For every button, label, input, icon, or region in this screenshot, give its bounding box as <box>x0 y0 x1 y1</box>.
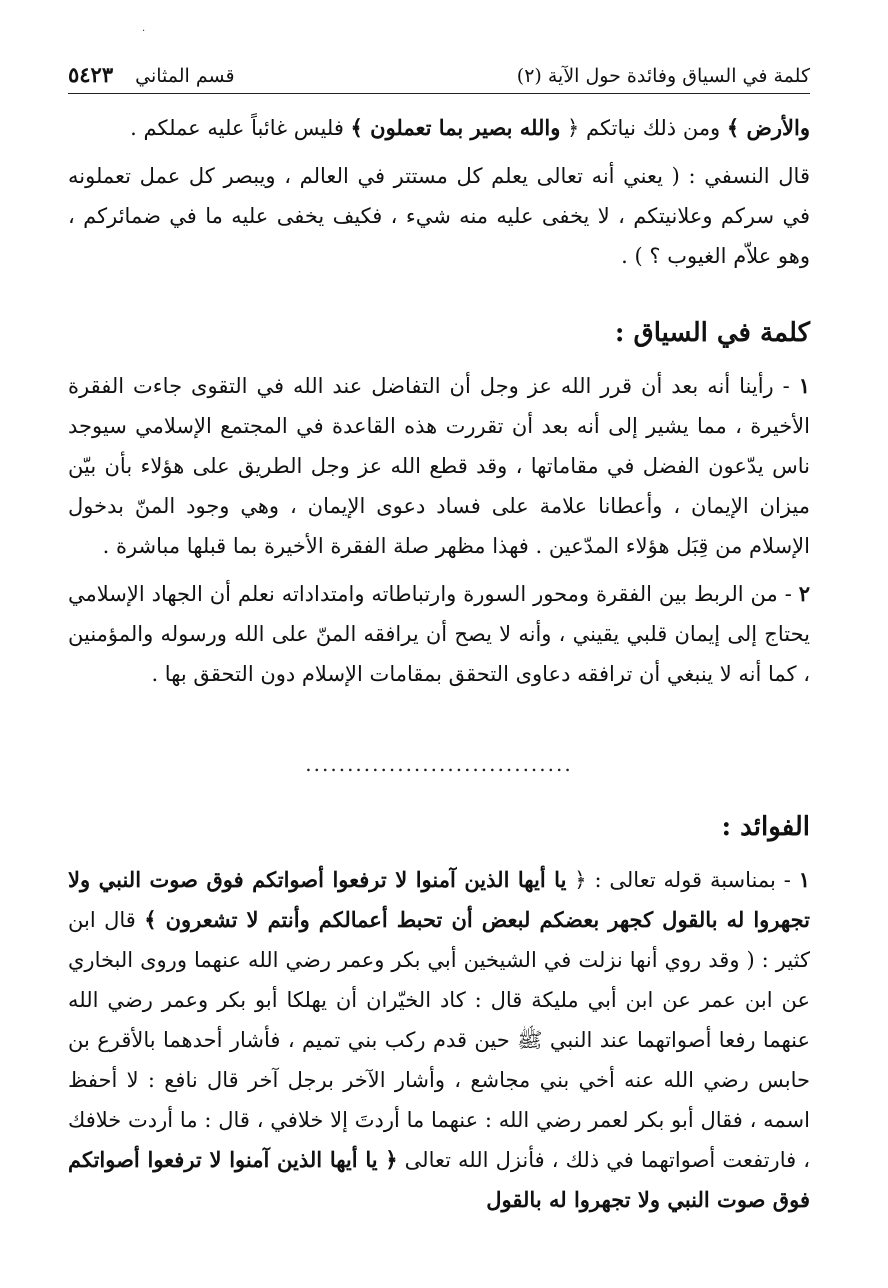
benefits-heading: الفوائد : <box>721 812 810 842</box>
stray-mark: · <box>142 26 146 37</box>
intro-text: ومن ذلك نياتكم ﴿ <box>560 116 727 140</box>
context-item-2 <box>68 574 810 694</box>
item-text: - من الربط بين الفقرة ومحور السورة وارتباطاته وامتداداته نعلم أن الجهاد الإسلامي يحتاج إلى إيمان قلبي يقيني ، وأنه لا يصح أن يرافقه المنّ على الله ورسوله والمؤمنين ، كما أنه لا ينبغي أن ترافقه دعاوى التحقق بمقامات الإسلام دون التحقق بها . <box>68 582 810 686</box>
item-number: ٢ <box>798 581 810 606</box>
context-item-1 <box>68 366 810 566</box>
page <box>68 62 810 1228</box>
quran-quote-continued: ﴿ يا أيها الذين آمنوا لا ترفعوا أصواتكم فوق صوت النبي ولا تجهروا له بالقول <box>68 1147 810 1212</box>
item-intro: - بمناسبة قوله تعالى : ﴿ <box>566 868 799 892</box>
quran-quote: يا أيها الذين آمنوا لا ترفعوا أصواتكم فوق صوت النبي ولا تجهروا له بالقول كجهر بعضكم لبعض أن تحبط أعمالكم وأنتم لا تشعرون ﴾ <box>68 867 810 932</box>
intro-paragraph-1 <box>68 108 810 148</box>
intro-text-end: فليس غائباً عليه عملكم . <box>130 116 351 140</box>
item-number: ١ <box>798 373 810 398</box>
quran-quote: والله بصير بما تعملون ﴾ <box>350 115 561 140</box>
item-number: ١ <box>798 867 810 892</box>
tafsir-text: قال ابن كثير : ( وقد روي أنها نزلت في الشيخين أبي بكر وعمر رضي الله عنهما وروى البخاري عن ابن عمر عن ابن أبي مليكة قال : كاد الخيّران أن يهلكا أبو بكر وعمر رضي الله عنهما رفعا أصواتهما عند النبي ﷺ حين قدم ركب بني تميم ، فأشار أحدهما بالأقرع بن حابس رضي الله عنه أخي بني مجاشع ، وأشار الآخر برجل آخر قال نافع : لا أحفظ اسمه ، فقال أبو بكر لعمر رضي الله : عنهما ما أردتَ إلا خلافي ، قال : ما أردت خلافك ، فارتفعت أصواتهما في ذلك ، فأنزل الله تعالى <box>68 908 810 1172</box>
header-left <box>68 62 235 87</box>
context-heading: كلمة في السياق : <box>614 318 810 348</box>
intro-paragraph-2: قال النسفي : ( يعني أنه تعالى يعلم كل مستتر في العالم ، ويبصر كل عمل تعملونه في سركم وعلانيتكم ، لا يخفى عليه منه شيء ، فكيف يخفى عليه ما في ضمائركم ، وهو علاّم الغيوب ؟ ) . <box>68 164 810 268</box>
dotted-separator: ................................ <box>305 752 573 776</box>
section-name: قسم المثاني <box>135 65 235 87</box>
running-header <box>68 62 810 94</box>
benefits-item-1 <box>68 860 810 1220</box>
running-title: كلمة في السياق وفائدة حول الآية (٢) <box>516 65 810 87</box>
quran-fragment: والأرض ﴾ <box>726 115 810 140</box>
page-number: ٥٤٢٣ <box>68 62 114 87</box>
item-text: - رأينا أنه بعد أن قرر الله عز وجل أن التفاضل عند الله في التقوى جاءت الفقرة الأخيرة ، مما يشير إلى أنه بعد أن تقررت هذه القاعدة في المجتمع الإسلامي سيوجد ناس يدّعون الفضل في مقاماتها ، وقد قطع الله عز وجل الطريق على هؤلاء بأن بيّن ميزان الإيمان ، وأعطانا علامة على فساد دعوى الإيمان ، وهي وجود المنّ بدخول الإسلام من قِبَل هؤلاء المدّعين . فهذا مظهر صلة الفقرة الأخيرة بما قبلها مباشرة . <box>68 374 810 558</box>
